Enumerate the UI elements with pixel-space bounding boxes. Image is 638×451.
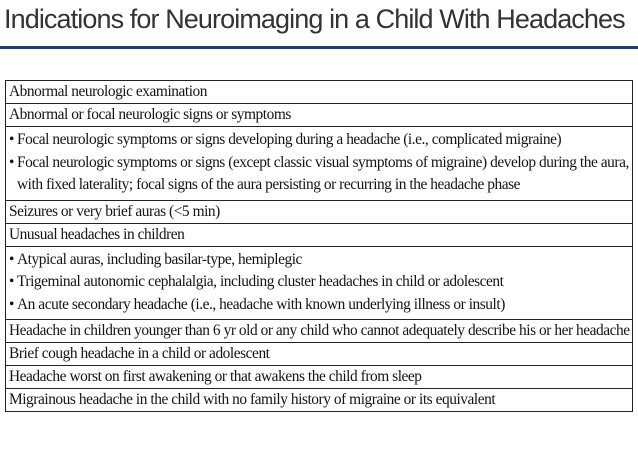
table-row xyxy=(5,389,633,412)
row-text: Brief cough headache in a child or adolescent xyxy=(9,345,270,362)
bullet-text: Focal neurologic symptoms or signs (except classic visual symptoms of migraine) develop during the aura, with fixed laterality; focal signs of the aura persisting or recurring in the headache phase xyxy=(17,153,629,193)
row-text: Headache worst on first awakening or that awakens the child from sleep xyxy=(9,368,422,385)
table-row xyxy=(5,343,633,366)
row-text: Migrainous headache in the child with no family history of migraine or its equivalent xyxy=(9,391,496,408)
table-row xyxy=(5,104,633,127)
bullet-icon: • xyxy=(9,131,14,148)
bullet-item xyxy=(9,152,629,197)
table-row xyxy=(5,320,633,343)
table-row xyxy=(5,81,633,104)
bullet-item xyxy=(9,294,629,317)
table-row xyxy=(5,201,633,224)
table-row xyxy=(5,224,633,247)
title-underline xyxy=(0,46,638,49)
bullet-text: Trigeminal autonomic cephalalgia, including cluster headaches in child or adolescent xyxy=(17,273,504,290)
row-text: Abnormal neurologic examination xyxy=(9,83,208,100)
row-text: Headache in children younger than 6 yr old or any child who cannot adequately describe his or her headache xyxy=(9,322,630,339)
row-text: Unusual headaches in children xyxy=(9,225,185,243)
bullet-icon: • xyxy=(9,153,14,171)
bullet-item xyxy=(9,271,629,294)
bullet-item xyxy=(9,129,629,152)
bullet-text: Focal neurologic symptoms or signs developing during a headache (i.e., complicated migraine) xyxy=(17,131,562,148)
table-row-bullet-group xyxy=(5,247,633,321)
bullet-icon: • xyxy=(9,273,14,290)
bullet-icon: • xyxy=(9,250,14,268)
table-row xyxy=(5,366,633,389)
bullet-icon: • xyxy=(9,295,14,313)
bullet-item xyxy=(9,249,629,272)
row-text: Abnormal or focal neurologic signs or symptoms xyxy=(9,106,291,123)
row-text: Seizures or very brief auras (<5 min) xyxy=(9,202,220,220)
bullet-text: An acute secondary headache (i.e., headache with known underlying illness or insult) xyxy=(17,295,505,313)
table-row-bullet-group xyxy=(5,127,633,201)
indications-table xyxy=(5,80,633,412)
bullet-text: Atypical auras, including basilar-type, hemiplegic xyxy=(17,250,302,268)
page-title: Indications for Neuroimaging in a Child With Headaches xyxy=(4,4,625,34)
